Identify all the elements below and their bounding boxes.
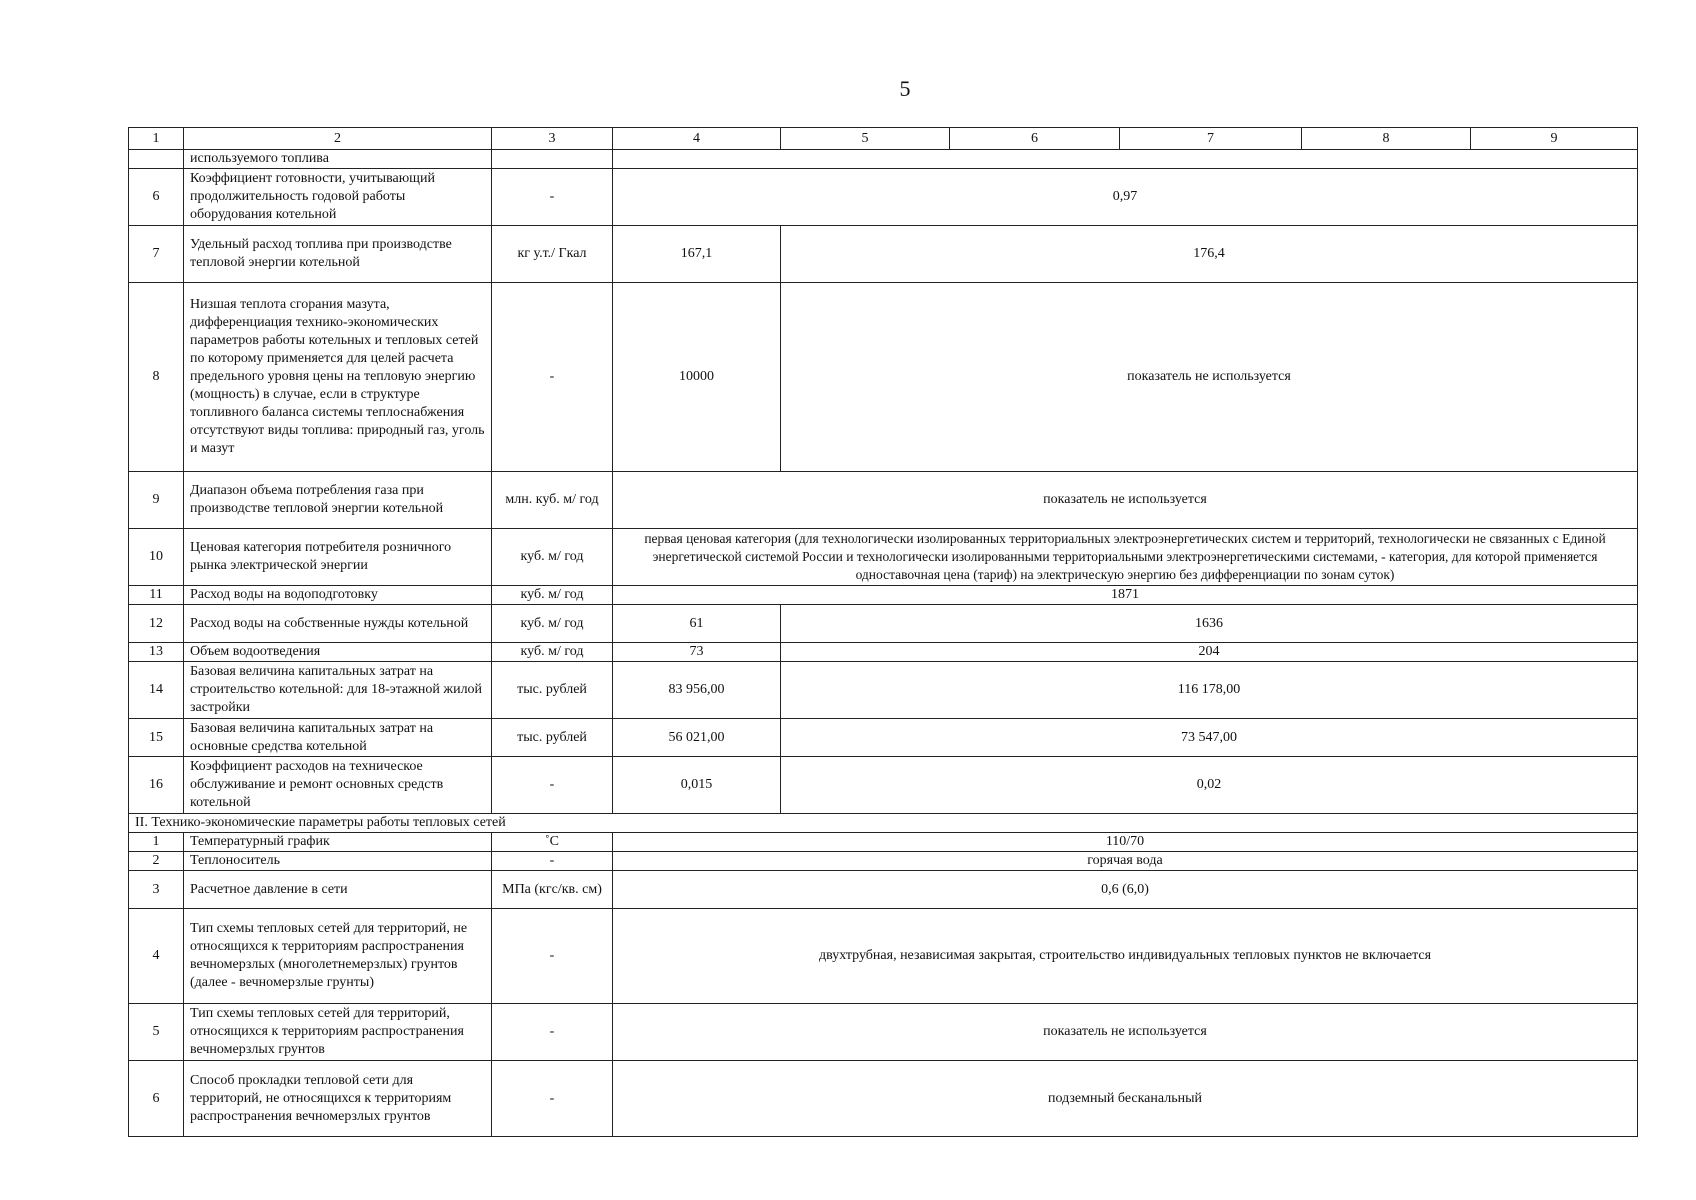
unit-cell: - [492, 169, 613, 226]
table-row [129, 719, 1638, 757]
value-cell-col4: 61 [613, 605, 781, 643]
unit-cell: - [492, 909, 613, 1004]
table-row [129, 909, 1638, 1004]
value-cell: 116 178,00 [781, 662, 1638, 719]
parameter-name: Ценовая категория потребителя розничного рынка электрической энергии [184, 529, 492, 586]
value-cell-col4: 10000 [613, 283, 781, 472]
unit-cell: ˚С [492, 833, 613, 852]
row-number: 14 [129, 662, 184, 719]
table-row [129, 833, 1638, 852]
unit-cell: - [492, 1061, 613, 1137]
parameter-name: Коэффициент готовности, учитывающий продолжительность годовой работы оборудования котельной [184, 169, 492, 226]
page-number: 5 [899, 76, 911, 101]
row-number: 12 [129, 605, 184, 643]
parameter-name: Расчетное давление в сети [184, 871, 492, 909]
unit-cell: МПа (кгс/кв. см) [492, 871, 613, 909]
table-row [129, 283, 1638, 472]
table-row [129, 150, 1638, 169]
table-row [129, 169, 1638, 226]
value-cell-col4: 167,1 [613, 226, 781, 283]
parameters-table [128, 127, 1638, 1137]
table-row [129, 871, 1638, 909]
parameter-name: Удельный расход топлива при производстве тепловой энергии котельной [184, 226, 492, 283]
unit-cell: - [492, 283, 613, 472]
value-cell: первая ценовая категория (для технологически изолированных территориальных электроэнергетических систем и территорий, технологически не связанных с Единой энергетической системой России и технологически изолированными территориальными электроэнергетическими системами, - категория, для которой применяется одноставочная цена (тариф) на электрическую энергию без дифференциации по зонам суток) [613, 529, 1638, 586]
table-row [129, 1004, 1638, 1061]
value-cell-col4: 56 021,00 [613, 719, 781, 757]
unit-cell: куб. м/ год [492, 605, 613, 643]
row-number: 3 [129, 871, 184, 909]
row-number: 7 [129, 226, 184, 283]
parameter-name: Базовая величина капитальных затрат на основные средства котельной [184, 719, 492, 757]
header-row [129, 128, 1638, 150]
value-cell: 0,6 (6,0) [613, 871, 1638, 909]
row-number: 2 [129, 852, 184, 871]
row-number: 6 [129, 169, 184, 226]
parameter-name: Низшая теплота сгорания мазута, дифференциация технико-экономических параметров работы котельных и тепловых сетей по которому применяется для целей расчета предельного уровня цены на тепловую энергию (мощность) в случае, если в структуре топливного баланса системы теплоснабжения отсутствуют виды топлива: природный газ, уголь и мазут [184, 283, 492, 472]
table-row [129, 226, 1638, 283]
parameter-name: Теплоноситель [184, 852, 492, 871]
table-row [129, 852, 1638, 871]
unit-cell: куб. м/ год [492, 586, 613, 605]
table-row [129, 529, 1638, 586]
table-row [129, 605, 1638, 643]
value-cell: 1636 [781, 605, 1638, 643]
row-number: 6 [129, 1061, 184, 1137]
row-number: 5 [129, 1004, 184, 1061]
table-row [129, 757, 1638, 814]
parameter-name: Способ прокладки тепловой сети для территорий, не относящихся к территориям распространения вечномерзлых грунтов [184, 1061, 492, 1137]
section-row [129, 814, 1638, 833]
value-cell: 176,4 [781, 226, 1638, 283]
unit-cell: кг у.т./ Гкал [492, 226, 613, 283]
value-cell-col4: 0,015 [613, 757, 781, 814]
parameter-name: Коэффициент расходов на техническое обслуживание и ремонт основных средств котельной [184, 757, 492, 814]
value-cell: 110/70 [613, 833, 1638, 852]
value-cell: горячая вода [613, 852, 1638, 871]
row-number: 13 [129, 643, 184, 662]
row-number: 4 [129, 909, 184, 1004]
section-title: II. Технико-экономические параметры работы тепловых сетей [129, 814, 1638, 833]
table-row [129, 643, 1638, 662]
parameter-name: Объем водоотведения [184, 643, 492, 662]
unit-cell: тыс. рублей [492, 662, 613, 719]
unit-cell: - [492, 757, 613, 814]
value-cell: 0,97 [613, 169, 1638, 226]
header-cell: 2 [184, 128, 492, 150]
unit-cell: - [492, 1004, 613, 1061]
value-cell-col4: 83 956,00 [613, 662, 781, 719]
unit-cell [492, 150, 613, 169]
row-number: 10 [129, 529, 184, 586]
row-number: 16 [129, 757, 184, 814]
parameter-name: Расход воды на водоподготовку [184, 586, 492, 605]
row-number: 9 [129, 472, 184, 529]
parameter-name: Тип схемы тепловых сетей для территорий, относящихся к территориям распространения вечномерзлых грунтов [184, 1004, 492, 1061]
header-cell: 3 [492, 128, 613, 150]
header-cell: 7 [1120, 128, 1302, 150]
parameter-name: используемого топлива [184, 150, 492, 169]
parameter-name: Температурный график [184, 833, 492, 852]
value-cell: подземный бесканальный [613, 1061, 1638, 1137]
value-cell: показатель не используется [613, 1004, 1638, 1061]
unit-cell: - [492, 852, 613, 871]
row-number: 11 [129, 586, 184, 605]
header-cell: 4 [613, 128, 781, 150]
table-row [129, 472, 1638, 529]
unit-cell: тыс. рублей [492, 719, 613, 757]
header-cell: 9 [1471, 128, 1638, 150]
value-cell: показатель не используется [781, 283, 1638, 472]
value-cell-col4: 73 [613, 643, 781, 662]
row-number: 1 [129, 833, 184, 852]
row-number [129, 150, 184, 169]
row-number: 8 [129, 283, 184, 472]
header-cell: 1 [129, 128, 184, 150]
row-number: 15 [129, 719, 184, 757]
table-row [129, 586, 1638, 605]
value-cell [613, 150, 1638, 169]
value-cell: 0,02 [781, 757, 1638, 814]
header-cell: 6 [950, 128, 1120, 150]
unit-cell: куб. м/ год [492, 529, 613, 586]
parameter-name: Расход воды на собственные нужды котельной [184, 605, 492, 643]
value-cell: 204 [781, 643, 1638, 662]
table-row [129, 662, 1638, 719]
header-cell: 8 [1302, 128, 1471, 150]
parameter-name: Базовая величина капитальных затрат на строительство котельной: для 18-этажной жилой застройки [184, 662, 492, 719]
unit-cell: млн. куб. м/ год [492, 472, 613, 529]
header-cell: 5 [781, 128, 950, 150]
value-cell: двухтрубная, независимая закрытая, строительство индивидуальных тепловых пунктов не включается [613, 909, 1638, 1004]
value-cell: 1871 [613, 586, 1638, 605]
unit-cell: куб. м/ год [492, 643, 613, 662]
table-row [129, 1061, 1638, 1137]
parameter-name: Диапазон объема потребления газа при производстве тепловой энергии котельной [184, 472, 492, 529]
value-cell: показатель не используется [613, 472, 1638, 529]
parameter-name: Тип схемы тепловых сетей для территорий, не относящихся к территориям распространения вечномерзлых (многолетнемерзлых) грунтов (далее - вечномерзлые грунты) [184, 909, 492, 1004]
value-cell: 73 547,00 [781, 719, 1638, 757]
